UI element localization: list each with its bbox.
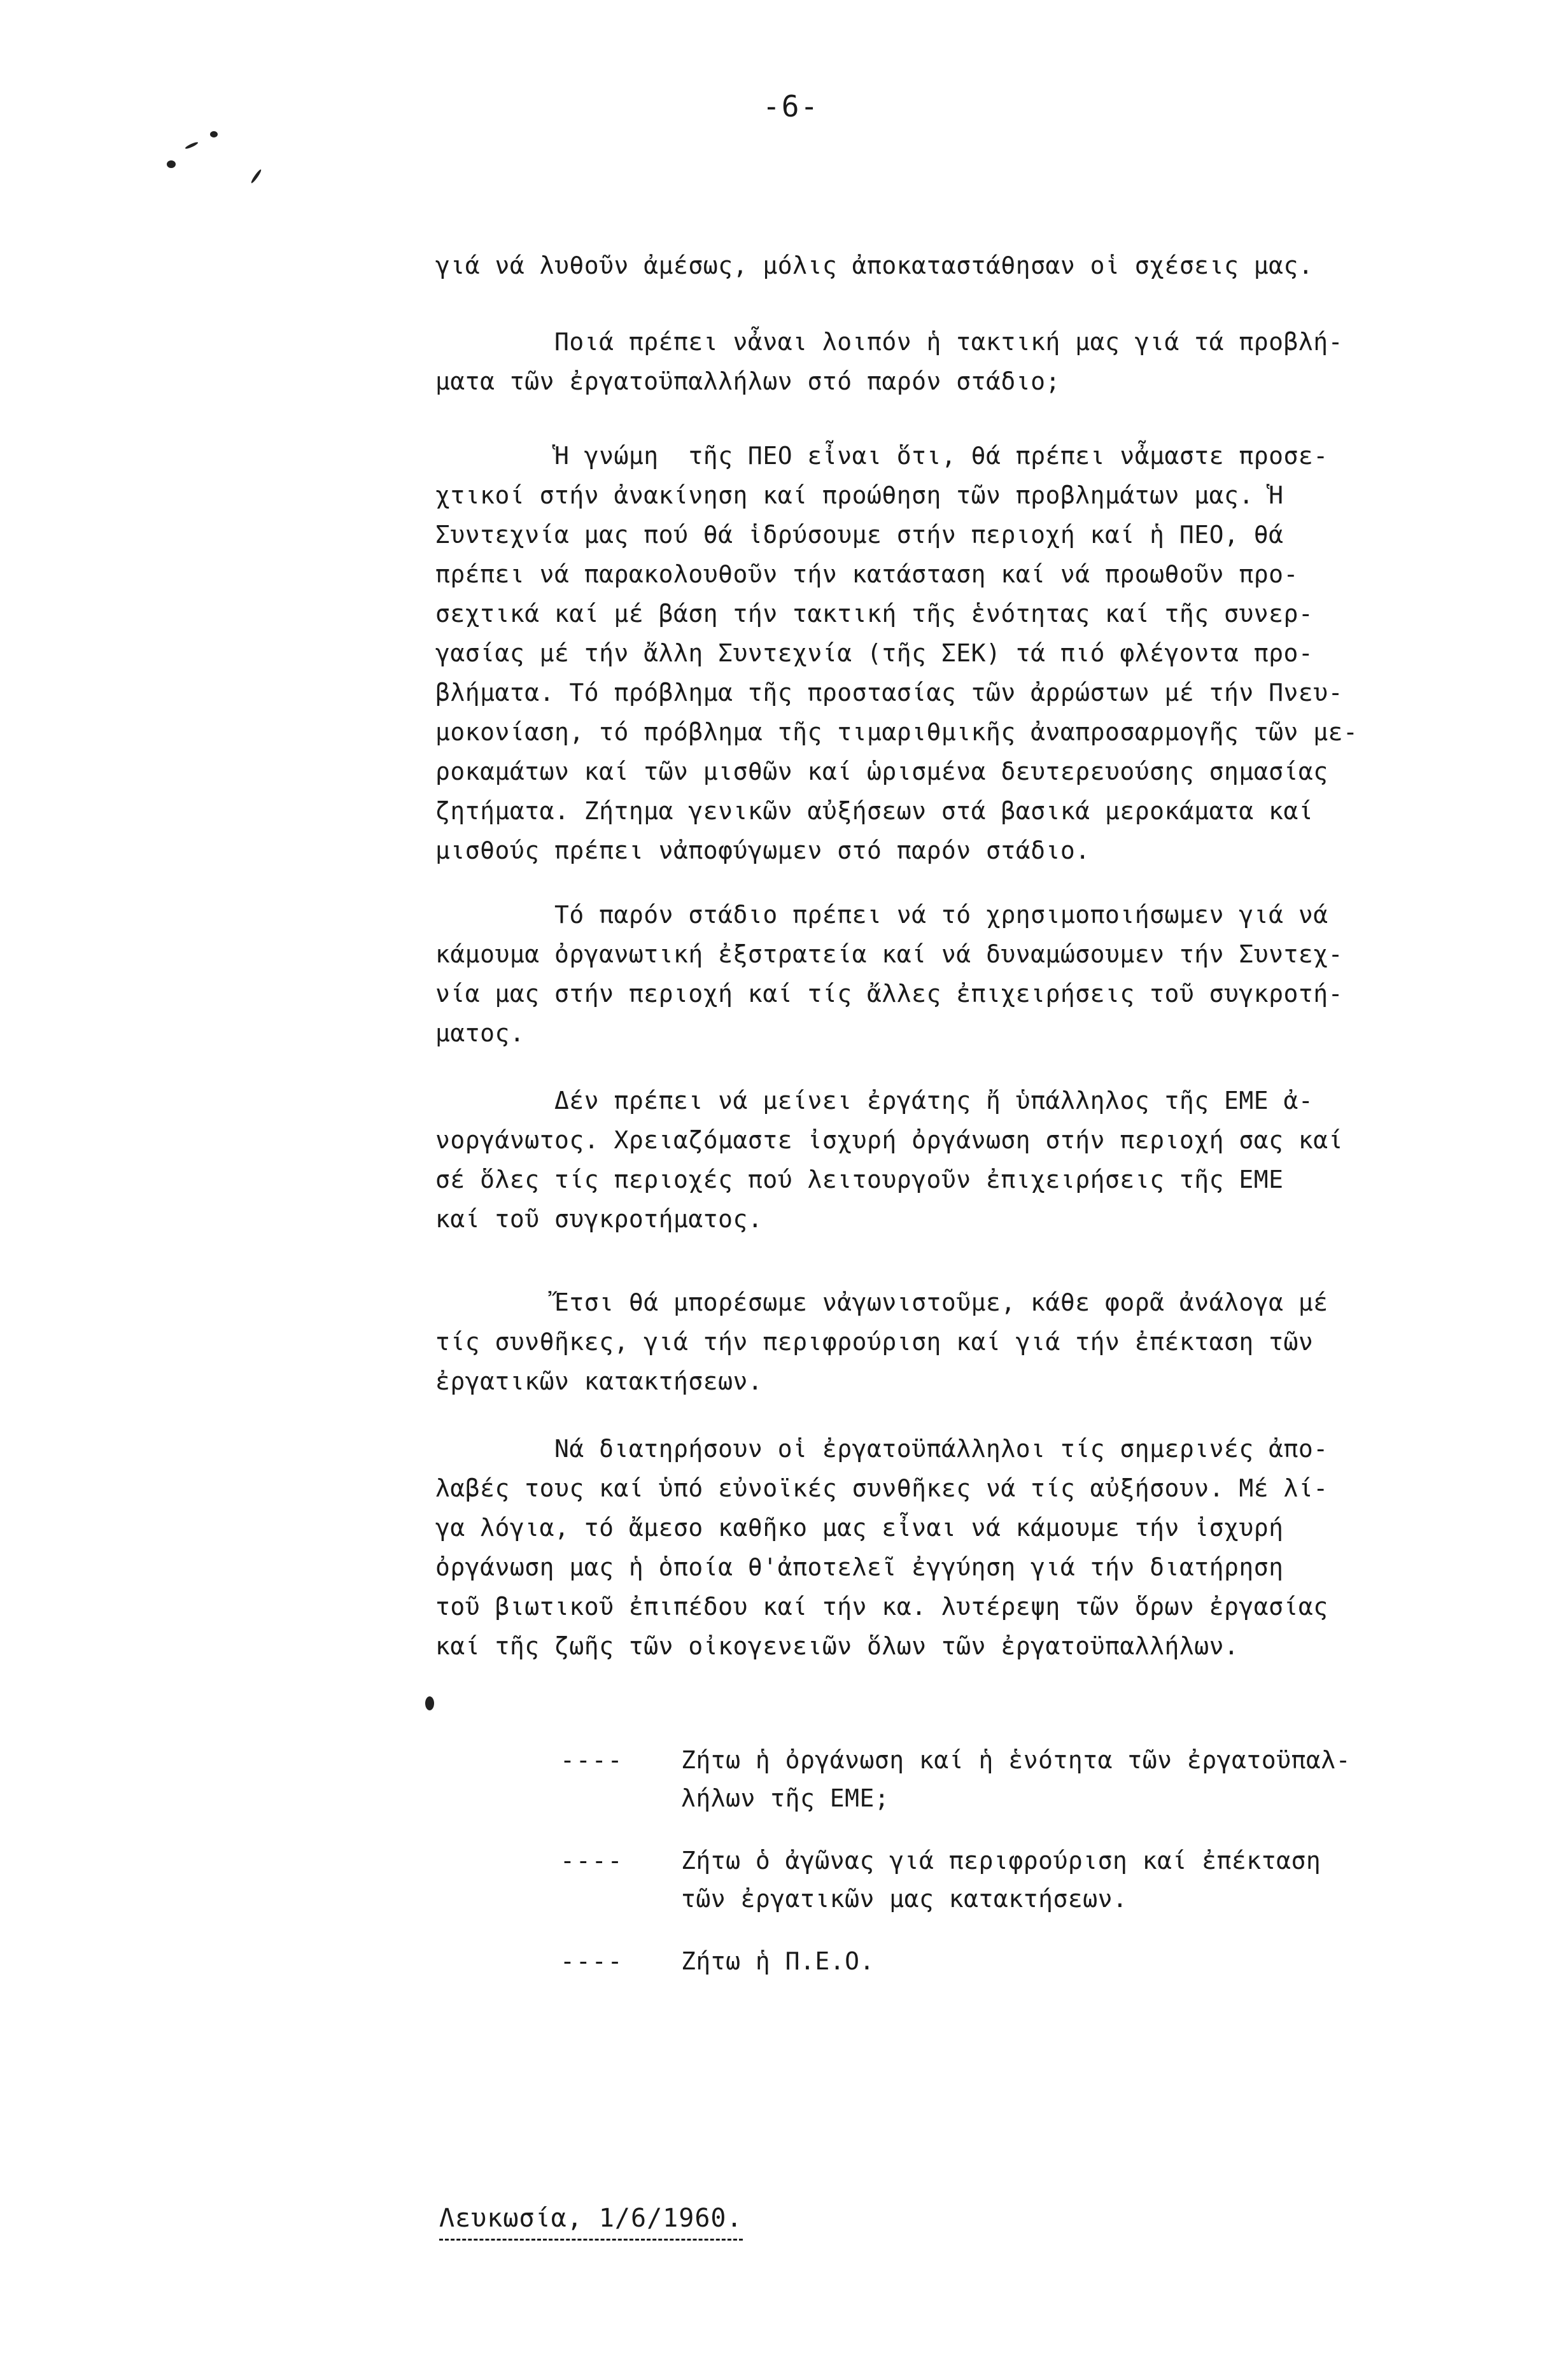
ink-smudge — [425, 1696, 434, 1710]
slogan-text: Ζήτω ἡ ὀργάνωση καί ἡ ἑνότητα τῶν ἐργατοϋπαλ- λήλων τῆς ΕΜΕ; — [681, 1746, 1351, 1812]
ink-smudge — [250, 169, 262, 184]
slogan-item — [560, 1741, 1451, 1817]
ink-smudge — [210, 131, 218, 137]
slogan-text: Ζήτω ἡ Π.Ε.Ο. — [681, 1947, 875, 1975]
place-and-date: Λευκωσία, 1/6/1960. — [439, 2199, 743, 2241]
paragraph: Τό παρόν στάδιο πρέπει νά τό χρησιμοποιήσωμεν γιά νά κάμουμα ὀργανωτική ἐξστρατεία καί νά δυναμώσουμεν τήν Συντεχ- νία μας στήν περιοχή καί τίς ἄλλες ἐπιχειρήσεις τοῦ συγκροτή- ματος. — [435, 901, 1344, 1047]
paragraph: Ἡ γνώμη τῆς ΠΕΟ εἶναι ὅτι, θά πρέπει νἆμαστε προσε- χτικοί στήν ἀνακίνηση καί προώθηση τῶν προβλημάτων μας. Ἡ Συντεχνία μας πού θά ἱδρύσουμε στήν περιοχή καί ἡ ΠΕΟ, θά πρέπει νά παρακολουθοῦν τήν κατάσταση καί νά προωθοῦν προ- σεχτικά καί μέ βάση τήν τακτική τῆς ἑνότητας καί τῆς συνερ- γασίας μέ τήν ἄλλη Συντεχνία (τῆς ΣΕΚ) τά πιό φλέγοντα προ- βλήματα. Τό πρόβλημα τῆς προστασίας τῶν ἀρρώστων μέ τήν Πνευ- μοκονίαση, τό πρόβλημα τῆς τιμαριθμικῆς ἀναπροσαρμογῆς τῶν με- ροκαμάτων καί τῶν μισθῶν καί ὡρισμένα δευτερευούσης σημασίας ζητήματα. Ζήτημα γενικῶν αὐξήσεων στά βασικά μεροκάματα καί μισθούς πρέπει νἀποφύγωμεν στό παρόν στάδιο. — [435, 442, 1358, 864]
slogan-item — [560, 1841, 1451, 1918]
slogan-list — [560, 1741, 1451, 2004]
paragraph: Ἔτσι θά μπορέσωμε νἀγωνιστοῦμε, κάθε φορᾶ ἀνάλογα μέ τίς συνθῆκες, γιά τήν περιφρούριση καί γιά τήν ἐπέκταση τῶν ἐργατικῶν κατακτήσεων. — [435, 1288, 1328, 1395]
slogan-dash: ---- — [560, 1947, 624, 1975]
paragraph: Νά διατηρήσουν οἱ ἐργατοϋπάλληλοι τίς σημερινές ἀπο- λαβές τους καί ὑπό εὐνοϊκές συνθῆκες νά τίς αὐξήσουν. Μέ λί- γα λόγια, τό ἄμεσο καθῆκο μας εἶναι νά κάμουμε τήν ἰσχυρή ὀργάνωση μας ἡ ὁποία θ'ἀποτελεῖ ἐγγύηση γιά τήν διατήρηση τοῦ βιωτικοῦ ἐπιπέδου καί τήν κα. λυτέρεψη τῶν ὅρων ἐργασίας καί τῆς ζωῆς τῶν οἰκογενειῶν ὅλων τῶν ἐργατοϋπαλλήλων. — [435, 1435, 1328, 1660]
slogan-dash: ---- — [560, 1746, 624, 1774]
ink-smudge — [167, 160, 176, 168]
slogan-item — [560, 1942, 1451, 1980]
paragraph: γιά νά λυθοῦν ἀμέσως, μόλις ἀποκαταστάθησαν οἱ σχέσεις μας. — [435, 251, 1314, 279]
ink-smudge — [185, 141, 199, 150]
paragraph: Ποιά πρέπει νἆναι λοιπόν ἡ τακτική μας γιά τά προβλή- ματα τῶν ἐργατοϋπαλλήλων στό παρόν στάδιο; — [435, 328, 1344, 395]
slogan-dash: ---- — [560, 1847, 624, 1875]
paragraph: Δέν πρέπει νά μείνει ἐργάτης ἤ ὑπάλληλος τῆς ΕΜΕ ἀ- νοργάνωτος. Χρειαζόμαστε ἰσχυρή ὀργάνωση στήν περιοχή σας καί σέ ὅλες τίς περιοχές πού λειτουργοῦν ἐπιχειρήσεις τῆς ΕΜΕ καί τοῦ συγκροτήματος. — [435, 1087, 1344, 1233]
page-number: -6- — [763, 89, 820, 123]
slogan-text: Ζήτω ὁ ἀγῶνας γιά περιφρούριση καί ἐπέκταση τῶν ἐργατικῶν μας κατακτήσεων. — [681, 1847, 1321, 1913]
